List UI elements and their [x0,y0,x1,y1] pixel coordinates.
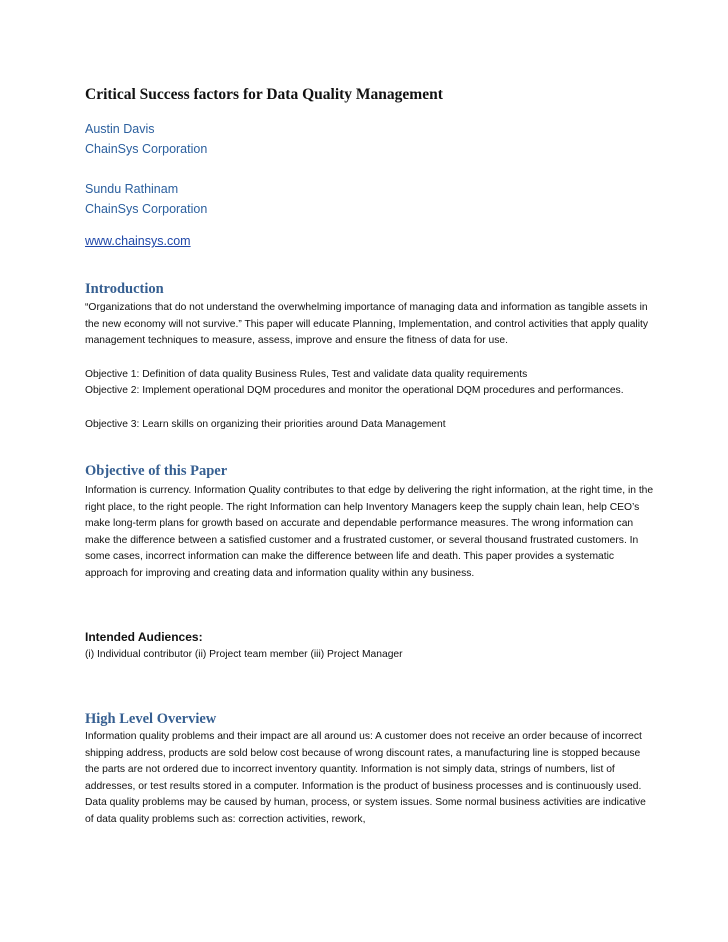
introduction-objective-2: Objective 2: Implement operational DQM procedures and monitor the operational DQM procedures and performances. [85,385,624,396]
audiences-heading: Intended Audiences: [85,630,203,644]
author-org-1: ChainSys Corporation [85,142,208,156]
author-org-2: ChainSys Corporation [85,202,208,216]
introduction-heading: Introduction [85,281,164,297]
objective-heading: Objective of this Paper [85,463,228,479]
audiences-text: (i) Individual contributor (ii) Project team member (iii) Project Manager [85,649,403,660]
introduction-objective-3: Objective 3: Learn skills on organizing their priorities around Data Management [85,419,446,430]
document-title: Critical Success factors for Data Quality Management [85,86,443,103]
introduction-paragraph: “Organizations that do not understand the overwhelming importance of managing data and information as tangible assets in the new economy will not survive.” This paper will educate Planning, Implementation, and control activities that apply quality management techniques to measure, assess, improve and ensure the fitness of data for use. [85,302,649,347]
introduction-objective-1: Objective 1: Definition of data quality Business Rules, Test and validate data quality requirements [85,369,528,380]
overview-heading: High Level Overview [85,711,217,727]
objective-paragraph: Information is currency. Information Quality contributes to that edge by delivering the right information, at the right time, in the right place, to the right people. The right Information can help Inventory Managers keep the supply chain lean, help CEO’s make long-term plans for growth based on accurate and dependable performance measures. The wrong information can make the difference between a satisfied customer and a frustrated customer, or several thousand frustrated customers. In some cases, incorrect information can make the difference between life and death. This paper provides a systematic approach for improving and creating data and information quality within any business. [85,485,654,579]
overview-paragraph: Information quality problems and their impact are all around us: A customer does not receive an order because of incorrect shipping address, products are sold below cost because of wrong discount rates, a manufacturing line is stopped because the parts are not ordered due to incorrect inventory quantity. Information is not simply data, strings of numbers, list of addresses, or test results stored in a computer. Information is the product of business processes and is continuously used. Data quality problems may be caused by human, process, or system issues. Some normal business activities are indicative of data quality problems such as: correction activities, rework, [85,731,646,825]
website-link[interactable]: www.chainsys.com [85,234,191,248]
author-name-2: Sundu Rathinam [85,182,179,196]
author-name-1: Austin Davis [85,122,155,136]
